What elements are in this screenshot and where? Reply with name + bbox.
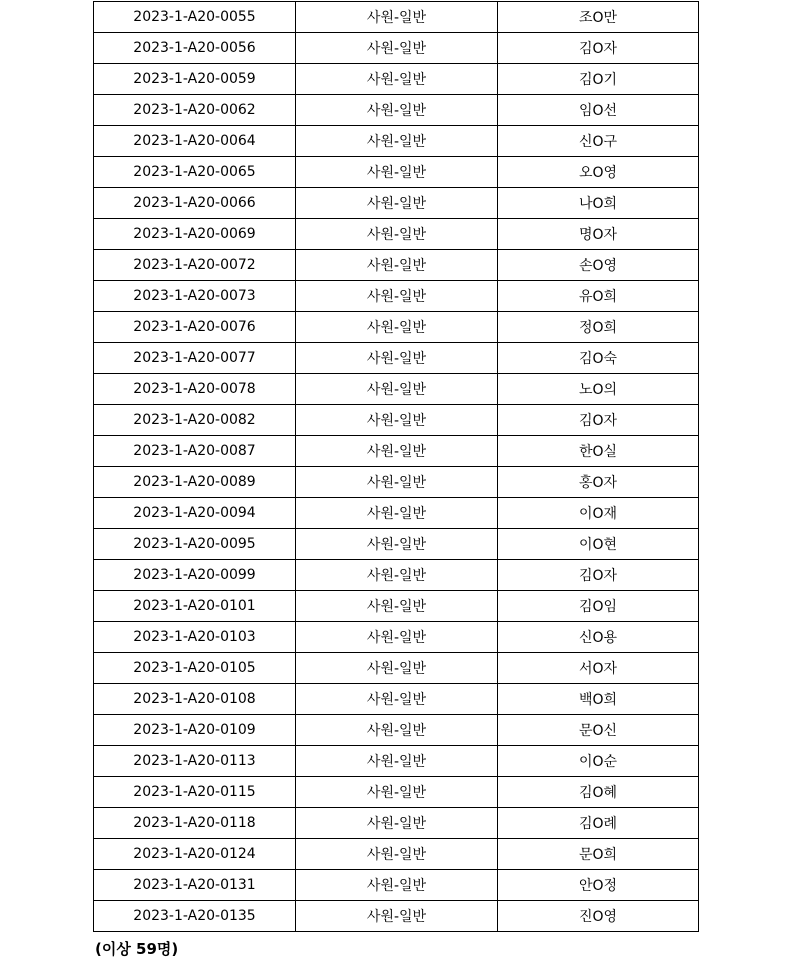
table-row <box>94 33 699 64</box>
member-name-cell: 조O만 <box>498 2 699 33</box>
roster-table <box>93 1 699 932</box>
registration-number-cell: 2023-1-A20-0056 <box>94 33 296 64</box>
member-name-cell: 김O자 <box>498 560 699 591</box>
table-row <box>94 312 699 343</box>
table-row <box>94 839 699 870</box>
registration-number-cell: 2023-1-A20-0062 <box>94 95 296 126</box>
registration-number-cell: 2023-1-A20-0113 <box>94 746 296 777</box>
table-row <box>94 219 699 250</box>
registration-number-cell: 2023-1-A20-0066 <box>94 188 296 219</box>
table-row <box>94 870 699 901</box>
member-name-cell: 김O례 <box>498 808 699 839</box>
registration-number-cell: 2023-1-A20-0073 <box>94 281 296 312</box>
member-name-cell: 김O혜 <box>498 777 699 808</box>
total-count-note: (이상 59명) <box>95 940 179 958</box>
registration-number-cell: 2023-1-A20-0099 <box>94 560 296 591</box>
member-name-cell: 문O희 <box>498 839 699 870</box>
member-name-cell: 신O구 <box>498 126 699 157</box>
registration-number-cell: 2023-1-A20-0095 <box>94 529 296 560</box>
member-type-cell: 사원-일반 <box>296 560 498 591</box>
registration-number-cell: 2023-1-A20-0059 <box>94 64 296 95</box>
registration-number-cell: 2023-1-A20-0101 <box>94 591 296 622</box>
registration-number-cell: 2023-1-A20-0065 <box>94 157 296 188</box>
member-name-cell: 명O자 <box>498 219 699 250</box>
member-type-cell: 사원-일반 <box>296 684 498 715</box>
member-name-cell: 진O영 <box>498 901 699 932</box>
member-type-cell: 사원-일반 <box>296 33 498 64</box>
member-type-cell: 사원-일반 <box>296 374 498 405</box>
table-row <box>94 622 699 653</box>
member-name-cell: 서O자 <box>498 653 699 684</box>
table-row <box>94 560 699 591</box>
table-row <box>94 281 699 312</box>
registration-number-cell: 2023-1-A20-0082 <box>94 405 296 436</box>
member-type-cell: 사원-일반 <box>296 436 498 467</box>
member-type-cell: 사원-일반 <box>296 2 498 33</box>
member-type-cell: 사원-일반 <box>296 95 498 126</box>
member-type-cell: 사원-일반 <box>296 188 498 219</box>
table-row <box>94 374 699 405</box>
registration-number-cell: 2023-1-A20-0131 <box>94 870 296 901</box>
member-name-cell: 손O영 <box>498 250 699 281</box>
table-row <box>94 591 699 622</box>
registration-number-cell: 2023-1-A20-0076 <box>94 312 296 343</box>
table-row <box>94 715 699 746</box>
table-row <box>94 405 699 436</box>
member-type-cell: 사원-일반 <box>296 157 498 188</box>
member-name-cell: 홍O자 <box>498 467 699 498</box>
member-type-cell: 사원-일반 <box>296 591 498 622</box>
member-name-cell: 문O신 <box>498 715 699 746</box>
member-type-cell: 사원-일반 <box>296 870 498 901</box>
member-type-cell: 사원-일반 <box>296 250 498 281</box>
member-type-cell: 사원-일반 <box>296 405 498 436</box>
member-type-cell: 사원-일반 <box>296 715 498 746</box>
member-type-cell: 사원-일반 <box>296 343 498 374</box>
member-name-cell: 이O현 <box>498 529 699 560</box>
registration-number-cell: 2023-1-A20-0077 <box>94 343 296 374</box>
registration-number-cell: 2023-1-A20-0115 <box>94 777 296 808</box>
member-name-cell: 김O자 <box>498 33 699 64</box>
member-type-cell: 사원-일반 <box>296 312 498 343</box>
member-type-cell: 사원-일반 <box>296 498 498 529</box>
table-row <box>94 777 699 808</box>
member-type-cell: 사원-일반 <box>296 777 498 808</box>
table-row <box>94 901 699 932</box>
registration-number-cell: 2023-1-A20-0078 <box>94 374 296 405</box>
member-name-cell: 신O용 <box>498 622 699 653</box>
registration-number-cell: 2023-1-A20-0055 <box>94 2 296 33</box>
member-type-cell: 사원-일반 <box>296 839 498 870</box>
member-name-cell: 백O희 <box>498 684 699 715</box>
table-row <box>94 529 699 560</box>
registration-number-cell: 2023-1-A20-0072 <box>94 250 296 281</box>
table-row <box>94 498 699 529</box>
member-type-cell: 사원-일반 <box>296 529 498 560</box>
table-row <box>94 467 699 498</box>
table-row <box>94 808 699 839</box>
member-name-cell: 김O자 <box>498 405 699 436</box>
member-type-cell: 사원-일반 <box>296 746 498 777</box>
table-row <box>94 436 699 467</box>
registration-number-cell: 2023-1-A20-0069 <box>94 219 296 250</box>
table-row <box>94 2 699 33</box>
member-type-cell: 사원-일반 <box>296 653 498 684</box>
member-type-cell: 사원-일반 <box>296 219 498 250</box>
table-row <box>94 684 699 715</box>
member-type-cell: 사원-일반 <box>296 281 498 312</box>
member-name-cell: 임O선 <box>498 95 699 126</box>
registration-number-cell: 2023-1-A20-0089 <box>94 467 296 498</box>
member-type-cell: 사원-일반 <box>296 467 498 498</box>
table-row <box>94 188 699 219</box>
table-row <box>94 746 699 777</box>
registration-number-cell: 2023-1-A20-0135 <box>94 901 296 932</box>
table-row <box>94 250 699 281</box>
member-name-cell: 김O숙 <box>498 343 699 374</box>
table-row <box>94 157 699 188</box>
registration-number-cell: 2023-1-A20-0108 <box>94 684 296 715</box>
registration-number-cell: 2023-1-A20-0124 <box>94 839 296 870</box>
member-name-cell: 한O실 <box>498 436 699 467</box>
registration-number-cell: 2023-1-A20-0103 <box>94 622 296 653</box>
table-row <box>94 343 699 374</box>
roster-body <box>94 2 699 932</box>
member-name-cell: 김O임 <box>498 591 699 622</box>
registration-number-cell: 2023-1-A20-0118 <box>94 808 296 839</box>
registration-number-cell: 2023-1-A20-0064 <box>94 126 296 157</box>
member-name-cell: 정O희 <box>498 312 699 343</box>
member-name-cell: 유O희 <box>498 281 699 312</box>
registration-number-cell: 2023-1-A20-0105 <box>94 653 296 684</box>
member-type-cell: 사원-일반 <box>296 901 498 932</box>
member-type-cell: 사원-일반 <box>296 622 498 653</box>
member-name-cell: 노O의 <box>498 374 699 405</box>
member-type-cell: 사원-일반 <box>296 126 498 157</box>
table-row <box>94 653 699 684</box>
member-name-cell: 이O재 <box>498 498 699 529</box>
registration-number-cell: 2023-1-A20-0109 <box>94 715 296 746</box>
member-name-cell: 오O영 <box>498 157 699 188</box>
member-type-cell: 사원-일반 <box>296 64 498 95</box>
table-row <box>94 126 699 157</box>
table-row <box>94 95 699 126</box>
member-name-cell: 나O희 <box>498 188 699 219</box>
registration-number-cell: 2023-1-A20-0087 <box>94 436 296 467</box>
member-name-cell: 안O정 <box>498 870 699 901</box>
table-row <box>94 64 699 95</box>
registration-number-cell: 2023-1-A20-0094 <box>94 498 296 529</box>
member-name-cell: 김O기 <box>498 64 699 95</box>
member-type-cell: 사원-일반 <box>296 808 498 839</box>
member-name-cell: 이O순 <box>498 746 699 777</box>
